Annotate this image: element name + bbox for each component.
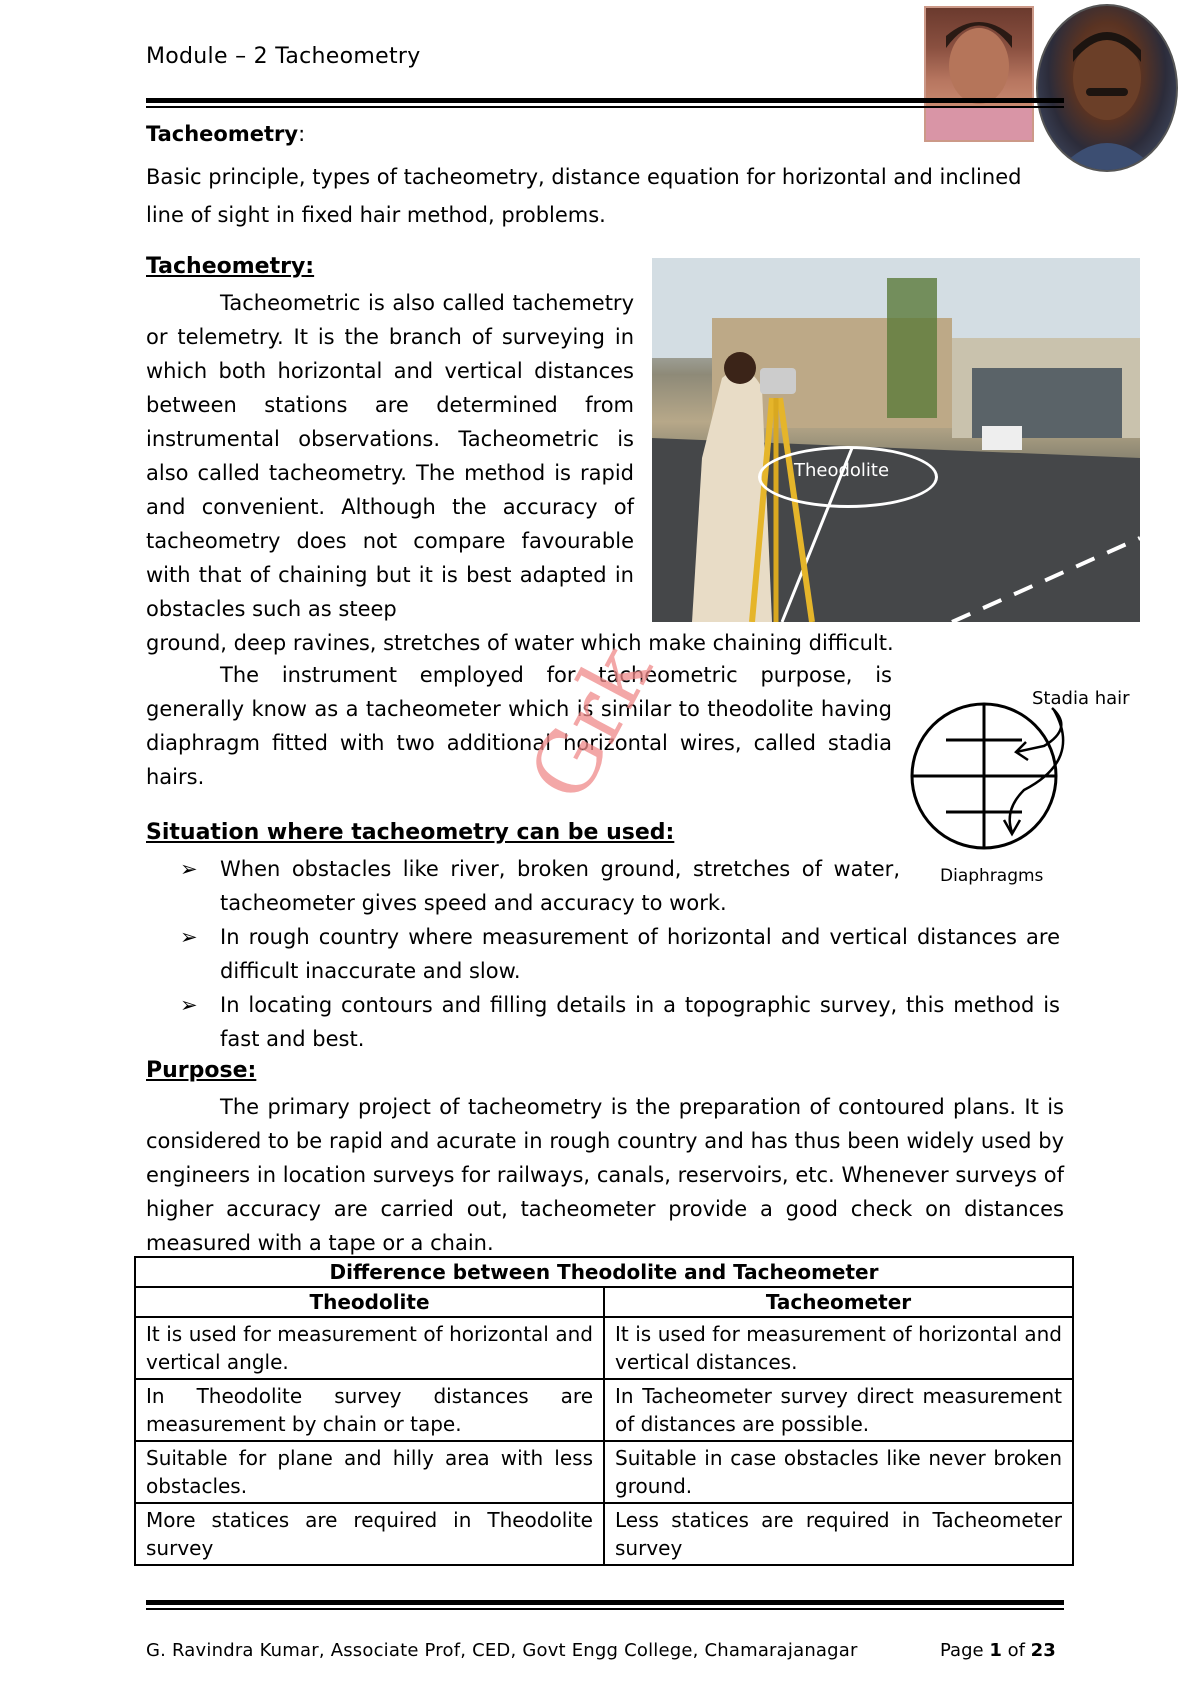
section-heading-situations: Situation where tacheometry can be used: xyxy=(146,820,675,845)
diaphragm-diagram xyxy=(904,680,1134,880)
tacheometry-paragraph-continued: ground, deep ravines, stretches of water which make chaining difficult. xyxy=(146,631,894,655)
table-cell: More statices are required in Theodolite survey xyxy=(135,1503,604,1565)
footer-rule xyxy=(146,1600,1064,1605)
header-rule-thin xyxy=(146,106,1064,108)
list-item-text: When obstacles like river, broken ground, stretches of water, tacheometer gives speed and accuracy to work. xyxy=(220,857,900,915)
list-item xyxy=(180,988,1060,1056)
page-current: 1 xyxy=(989,1640,1002,1661)
tacheometry-paragraph: Tacheometric is also called tachemetry or telemetry. It is the branch of surveying in which both horizontal and vertical distances between stations are determined from instrumental observations. Tacheometric is also called tacheometry. The method is rapid and convenient. Although the accuracy of tacheometry does not compare favourable with that of chaining but it is best adapted in obstacles such as steep xyxy=(146,291,634,621)
page-number xyxy=(940,1640,1056,1661)
table-cell: In Tacheometer survey direct measurement of distances are possible. xyxy=(604,1379,1073,1441)
list-item xyxy=(180,920,1060,988)
purpose-paragraph: The primary project of tacheometry is the preparation of contoured plans. It is considered to be rapid and acurate in rough country and has thus been widely used by engineers in location surveys for railways, canals, reservoirs, etc. Whenever surveys of higher accuracy are carried out, tacheometer provide a good check on distances measured with a tape or a chain. xyxy=(146,1095,1064,1255)
table-cell: It is used for measurement of horizontal and vertical angle. xyxy=(135,1317,604,1379)
table-row xyxy=(135,1317,1073,1379)
table-cell: Suitable for plane and hilly area with less obstacles. xyxy=(135,1441,604,1503)
situations-list xyxy=(180,852,1060,1056)
header-title: Module – 2 Tacheometry xyxy=(146,44,421,69)
table-row xyxy=(135,1503,1073,1565)
author-photo-man xyxy=(1036,4,1178,172)
table-title: Difference between Theodolite and Tacheometer xyxy=(135,1257,1073,1287)
topic-text: Basic principle, types of tacheometry, distance equation for horizontal and inclined line of sight in fixed hair method, problems. xyxy=(146,165,1022,227)
header-rule xyxy=(146,98,1064,103)
section-heading-tacheometry: Tacheometry: xyxy=(146,254,315,279)
footer-rule-thin xyxy=(146,1608,1064,1610)
arrow-bullet-icon: ➢ xyxy=(180,925,198,949)
author-photo-boy xyxy=(924,6,1034,142)
of-word: of xyxy=(1007,1640,1025,1661)
table-cell: Less statices are required in Tacheometer survey xyxy=(604,1503,1073,1565)
page-word: Page xyxy=(940,1640,984,1661)
difference-table xyxy=(134,1256,1074,1566)
list-item-text: In rough country where measurement of horizontal and vertical distances are difficult inaccurate and slow. xyxy=(220,925,1060,983)
table-row xyxy=(135,1441,1073,1503)
arrow-bullet-icon: ➢ xyxy=(180,857,198,881)
list-item-text: In locating contours and filling details in a topographic survey, this method is fast and best. xyxy=(220,993,1060,1051)
table-cell: In Theodolite survey distances are measurement by chain or tape. xyxy=(135,1379,604,1441)
table-cell: It is used for measurement of horizontal and vertical distances. xyxy=(604,1317,1073,1379)
page-total: 23 xyxy=(1030,1640,1056,1661)
arrow-bullet-icon: ➢ xyxy=(180,993,198,1017)
theodolite-photo xyxy=(652,258,1140,622)
column-header-theodolite: Theodolite xyxy=(135,1287,604,1317)
footer-author: G. Ravindra Kumar, Associate Prof, CED, Govt Engg College, Chamarajanagar xyxy=(146,1640,858,1661)
theodolite-callout-label: Theodolite xyxy=(794,460,890,481)
diaphragms-label: Diaphragms xyxy=(940,866,1044,886)
list-item xyxy=(180,852,900,920)
stadia-hair-label: Stadia hair xyxy=(1032,688,1130,709)
table-title-row xyxy=(135,1257,1073,1287)
table-row xyxy=(135,1379,1073,1441)
tacheometer-paragraph: The instrument employed for tacheometric purpose, is generally know as a tacheometer which is similar to theodolite having diaphragm fitted with two additional horizontal wires, called stadia hairs. xyxy=(146,663,892,789)
column-header-tacheometer: Tacheometer xyxy=(604,1287,1073,1317)
section-heading-purpose: Purpose: xyxy=(146,1058,257,1083)
table-cell: Suitable in case obstacles like never broken ground. xyxy=(604,1441,1073,1503)
topic-label: Tacheometry xyxy=(146,122,299,146)
topic-heading xyxy=(146,122,305,146)
topic-colon: : xyxy=(298,122,306,146)
watermark: Grk xyxy=(510,630,671,817)
table-header-row xyxy=(135,1287,1073,1317)
